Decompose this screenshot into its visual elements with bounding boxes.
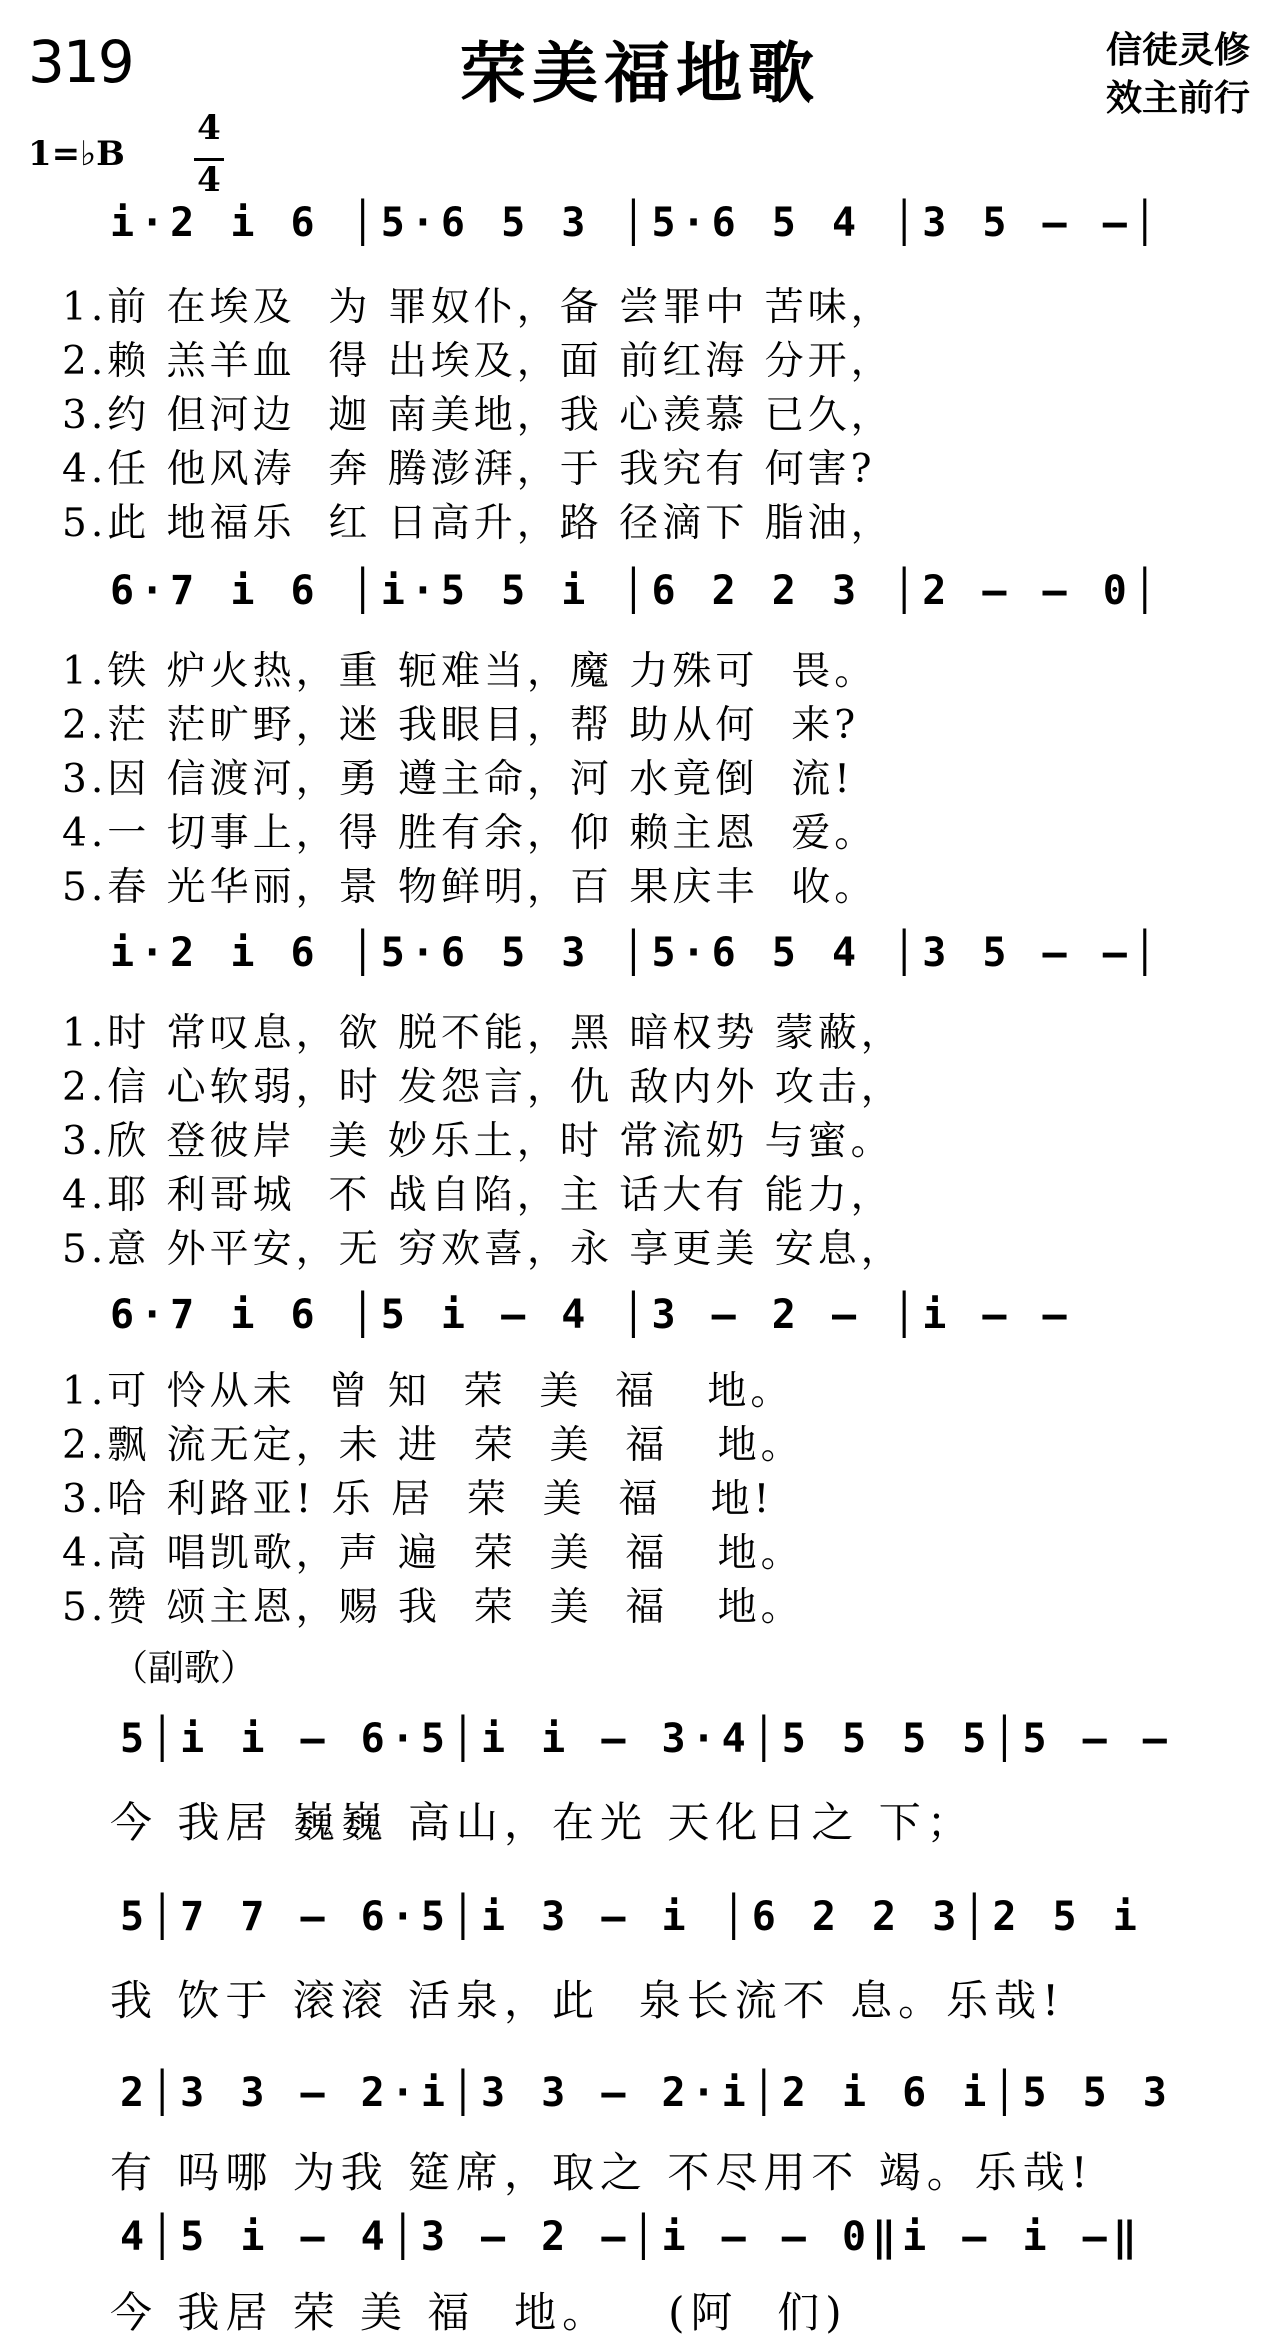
verse-2-line-3: 2.信 心软弱，时 发怨言，仇 敌内外 攻击， [62,1065,904,1110]
chorus-notation-1: 5│i i – 6·5│i i – 3·4│5 5 5 5│5 – – [120,1716,1173,1762]
verse-5-line-3: 5.意 外平安，无 穷欢喜，永 享更美 安息， [62,1227,904,1272]
chorus-lyric-2: 我 饮于 滚滚 活泉，此 泉长流不 息。乐哉! [110,1976,1065,2025]
verse-1-line-2: 1.铁 炉火热，重 轭难当，魔 力殊可 畏。 [62,649,878,694]
verse-1-line-1: 1.前 在埃及 为 罪奴仆，备 尝罪中 苦味， [62,285,894,330]
notation-line-4: 6·7 i 6 │5 i – 4 │3 – 2 – │i – – [110,1292,1073,1338]
verse-5-line-4: 5.赞 颂主恩，赐 我 荣 美 福 地。 [62,1585,804,1630]
chorus-notation-2: 5│7 7 – 6·5│i 3 – i │6 2 2 3│2 5 i [120,1894,1143,1940]
hymn-number: 319 [28,28,133,96]
chorus-lyric-3: 有 吗哪 为我 筵席，取之 不尽用不 竭。乐哉! [110,2148,1094,2197]
notation-line-1: i·2 i 6 │5·6 5 3 │5·6 5 4 │3 5 – –│ [110,200,1163,246]
credit-line-1: 信徒灵修 [1105,29,1250,71]
verse-4-line-2: 4.一 切事上，得 胜有余，仰 赖主恩 爱。 [62,811,878,856]
verse-1-line-3: 1.时 常叹息，欲 脱不能，黑 暗权势 蒙蔽， [62,1011,904,1056]
chorus-label: （副歌） [112,1648,257,1689]
chorus-notation-4: 4│5 i – 4│3 – 2 –│i – – 0‖i – i –‖ [120,2214,1143,2260]
verse-4-line-4: 4.高 唱凯歌，声 遍 荣 美 福 地。 [62,1531,804,1576]
verse-3-line-2: 3.因 信渡河，勇 遵主命，河 水竟倒 流! [62,757,854,802]
credit-line-2: 效主前行 [1105,77,1250,119]
chorus-notation-3: 2│3 3 – 2·i│3 3 – 2·i│2 i 6 i│5 5 3 [120,2070,1173,2116]
notation-line-3: i·2 i 6 │5·6 5 3 │5·6 5 4 │3 5 – –│ [110,930,1163,976]
verse-5-line-2: 5.春 光华丽，景 物鲜明，百 果庆丰 收。 [62,865,878,910]
verse-2-line-2: 2.茫 茫旷野，迷 我眼目，帮 助从何 来? [62,703,860,748]
verse-4-line-3: 4.耶 利哥城 不 战自陷，主 话大有 能力， [62,1173,894,1218]
verse-3-line-3: 3.欣 登彼岸 美 妙乐土，时 常流奶 与蜜。 [62,1119,894,1164]
verse-3-line-4: 3.哈 利路亚! 乐 居 荣 美 福 地! [62,1477,774,1522]
key-signature: 1=♭B [28,134,125,174]
verse-3-line-1: 3.约 但河边 迦 南美地，我 心羡慕 已久， [62,393,894,438]
verse-2-line-1: 2.赖 羔羊血 得 出埃及，面 前红海 分开， [62,339,894,384]
verse-2-line-4: 2.飘 流无定，未 进 荣 美 福 地。 [62,1423,804,1468]
page-title: 荣美福地歌 [460,34,820,112]
chorus-lyric-4: 今 我居 荣 美 福 地。 (阿 们) [110,2288,848,2337]
verse-1-line-4: 1.可 怜从未 曾 知 荣 美 福 地。 [62,1369,794,1414]
time-signature-bottom: 4 [197,160,221,200]
time-signature-top: 4 [197,108,221,148]
chorus-lyric-1: 今 我居 巍巍 高山，在光 天化日之 下； [110,1798,975,1847]
verse-4-line-1: 4.任 他风涛 奔 腾澎湃，于 我究有 何害? [62,447,876,492]
verse-5-line-1: 5.此 地福乐 红 日高升，路 径滴下 脂油， [62,501,894,546]
notation-line-2: 6·7 i 6 │i·5 5 i │6 2 2 3 │2 – – 0│ [110,568,1163,614]
